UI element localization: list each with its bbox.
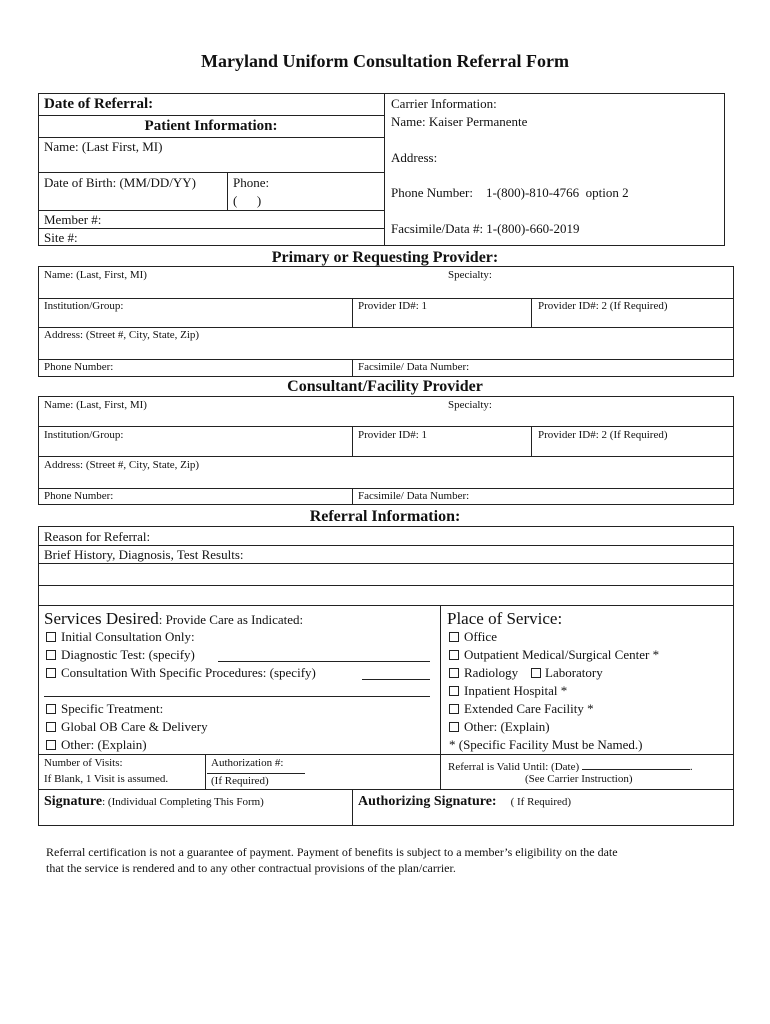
initial-consultation-label: Initial Consultation Only: (61, 629, 195, 644)
site-number-field[interactable]: Site #: (44, 230, 78, 245)
primary-phone-field[interactable]: Phone Number: (44, 361, 114, 373)
services-desired-title: Services Desired (44, 609, 159, 628)
authorizing-signature-field[interactable] (358, 793, 571, 809)
authorizing-signature-note: ( If Required) (510, 796, 572, 808)
valid-until-blank[interactable] (582, 758, 690, 770)
consultant-phone-field[interactable]: Phone Number: (44, 490, 114, 502)
signature-field[interactable] (44, 793, 264, 809)
referral-info-heading: Referral Information: (309, 508, 461, 525)
diagnostic-test-checkbox[interactable] (46, 650, 56, 660)
services-desired-heading (44, 610, 303, 628)
consultant-name-field[interactable]: Name: (Last, First, MI) (44, 399, 147, 411)
global-ob-label: Global OB Care & Delivery (61, 719, 208, 734)
primary-provider-id2-field[interactable]: Provider ID#: 2 (If Required) (538, 300, 668, 312)
diagnostic-test-label: Diagnostic Test: (specify) (61, 647, 195, 662)
valid-until-note: (See Carrier Instruction) (525, 773, 633, 785)
services-other-label: Other: (Explain) (61, 737, 147, 752)
office-checkbox[interactable] (449, 632, 459, 642)
carrier-phone: Phone Number: 1-(800)-810-4766 option 2 (391, 185, 629, 200)
primary-fax-field[interactable]: Facsimile/ Data Number: (358, 361, 470, 373)
primary-address-field[interactable]: Address: (Street #, City, State, Zip) (44, 329, 200, 341)
consultation-procedures-label: Consultation With Specific Procedures: (specify) (61, 665, 316, 680)
extended-care-checkbox[interactable] (449, 704, 459, 714)
visits-blank-note: If Blank, 1 Visit is assumed. (44, 773, 169, 785)
inpatient-checkbox[interactable] (449, 686, 459, 696)
specific-treatment-checkbox[interactable] (46, 704, 56, 714)
page-title: Maryland Uniform Consultation Referral Form (201, 51, 569, 71)
patient-info-heading: Patient Information: (144, 118, 278, 134)
brief-history-field[interactable]: Brief History, Diagnosis, Test Results: (44, 547, 244, 562)
consultant-specialty-field[interactable]: Specialty: (448, 399, 492, 411)
valid-until-field[interactable]: Referral is Valid Until: (Date) . (448, 758, 693, 773)
diagnostic-test-blank[interactable] (218, 661, 430, 662)
consultation-procedures-checkbox[interactable] (46, 668, 56, 678)
primary-institution-field[interactable]: Institution/Group: (44, 300, 124, 312)
signature-note: : (Individual Completing This Form) (102, 796, 264, 808)
inpatient-label: Inpatient Hospital * (464, 683, 568, 698)
services-other-checkbox[interactable] (46, 740, 56, 750)
laboratory-label: Laboratory (545, 665, 603, 680)
consultation-procedures-blank-2[interactable] (44, 696, 430, 697)
dob-field[interactable]: Date of Birth: (MM/DD/YY) (44, 175, 197, 190)
global-ob-checkbox[interactable] (46, 722, 56, 732)
number-of-visits-field[interactable]: Number of Visits: (44, 757, 123, 769)
carrier-address: Address: (391, 150, 438, 165)
footer-disclaimer-line1: Referral certification is not a guarantee of payment. Payment of benefits is subject to a member’s eligibility on the date (46, 845, 618, 859)
consultant-provider-heading: Consultant/Facility Provider (287, 378, 483, 395)
place-other-checkbox[interactable] (449, 722, 459, 732)
primary-specialty-field[interactable]: Specialty: (448, 269, 492, 281)
footer-disclaimer-line2: that the service is rendered and to any other contractual provisions of the plan/carrier. (46, 861, 456, 875)
carrier-fax: Facsimile/Data #: 1-(800)-660-2019 (391, 221, 580, 236)
initial-consultation-checkbox[interactable] (46, 632, 56, 642)
signature-label: Signature (44, 794, 103, 809)
place-of-service-heading: Place of Service: (447, 609, 563, 628)
patient-name-field[interactable]: Name: (Last First, MI) (44, 139, 163, 154)
authorizing-signature-label: Authorizing Signature: (358, 794, 497, 809)
patient-phone-paren: ( ) (233, 193, 262, 208)
consultation-procedures-blank[interactable] (362, 679, 430, 680)
member-number-field[interactable]: Member #: (44, 212, 102, 227)
carrier-name: Name: Kaiser Permanente (391, 114, 528, 129)
patient-phone-field[interactable]: Phone: (233, 175, 270, 190)
laboratory-checkbox[interactable] (531, 668, 541, 678)
reason-for-referral-field[interactable]: Reason for Referral: (44, 529, 151, 544)
valid-until-label: Referral is Valid Until: (Date) (448, 761, 580, 773)
primary-provider-heading: Primary or Requesting Provider: (271, 249, 499, 266)
primary-name-field[interactable]: Name: (Last, First, MI) (44, 269, 147, 281)
carrier-info-label: Carrier Information: (391, 96, 497, 111)
date-of-referral-label: Date of Referral: (44, 96, 154, 112)
consultant-address-field[interactable]: Address: (Street #, City, State, Zip) (44, 459, 200, 471)
radiology-checkbox[interactable] (449, 668, 459, 678)
consultant-fax-field[interactable]: Facsimile/ Data Number: (358, 490, 470, 502)
outpatient-checkbox[interactable] (449, 650, 459, 660)
office-label: Office (464, 629, 497, 644)
authorization-note: (If Required) (211, 775, 269, 787)
specific-facility-note: * (Specific Facility Must be Named.) (449, 737, 643, 752)
consultant-provider-id1-field[interactable]: Provider ID#: 1 (358, 429, 428, 441)
outpatient-label: Outpatient Medical/Surgical Center * (464, 647, 660, 662)
extended-care-label: Extended Care Facility * (464, 701, 594, 716)
radiology-label: Radiology (464, 665, 519, 680)
services-desired-subtitle: : Provide Care as Indicated: (158, 612, 304, 627)
place-other-label: Other: (Explain) (464, 719, 550, 734)
authorization-field[interactable]: Authorization #: (211, 757, 284, 769)
primary-provider-id1-field[interactable]: Provider ID#: 1 (358, 300, 428, 312)
consultant-institution-field[interactable]: Institution/Group: (44, 429, 124, 441)
consultant-provider-id2-field[interactable]: Provider ID#: 2 (If Required) (538, 429, 668, 441)
specific-treatment-label: Specific Treatment: (61, 701, 164, 716)
